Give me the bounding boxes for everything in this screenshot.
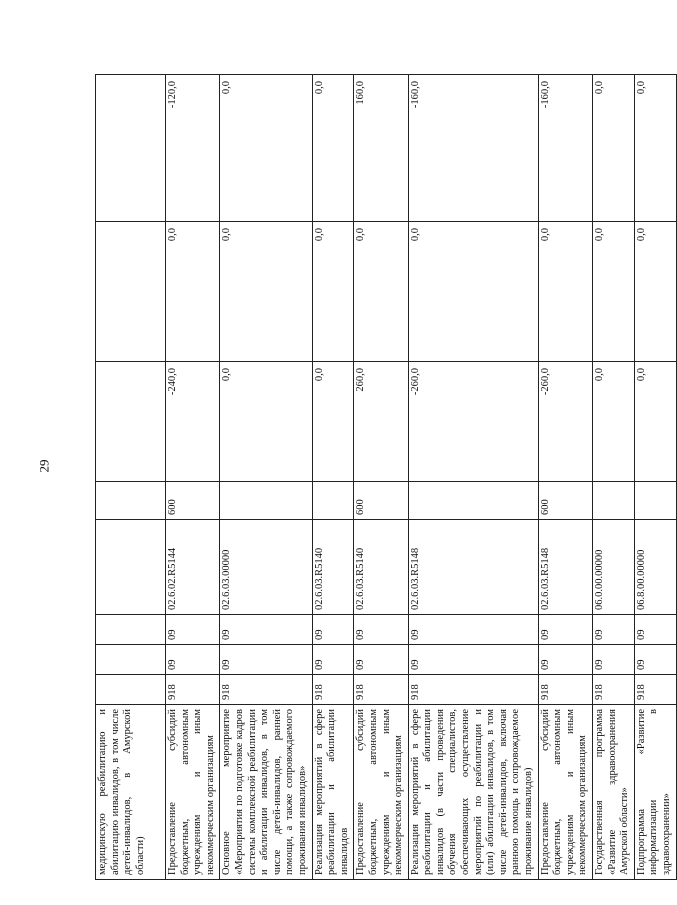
cell-value-3: -120,0 xyxy=(166,75,220,222)
cell-subsection: 09 xyxy=(166,615,220,645)
cell-section: 09 xyxy=(312,645,354,675)
cell-target-article: 02.6.03.R5140 xyxy=(312,520,354,615)
cell-value-2 xyxy=(96,222,166,362)
cell-value-3: 0,0 xyxy=(312,75,354,222)
cell-subsection: 09 xyxy=(408,615,538,645)
cell-org: 918 xyxy=(408,675,538,705)
table-row xyxy=(312,75,354,880)
cell-section: 09 xyxy=(354,645,408,675)
cell-value-1: 0,0 xyxy=(593,362,635,482)
cell-expense-type: 600 xyxy=(354,482,408,520)
cell-section: 09 xyxy=(408,645,538,675)
cell-expense-type xyxy=(634,482,676,520)
table-row xyxy=(166,75,220,880)
cell-description: Подпрограмма «Развитие информатизации в здравоохранении» xyxy=(634,705,676,880)
cell-value-1: -260,0 xyxy=(538,362,592,482)
cell-org: 918 xyxy=(593,675,635,705)
table-row xyxy=(634,75,676,880)
cell-target-article: 02.6.03.00000 xyxy=(220,520,312,615)
cell-description: Предоставление субсидий бюджетным, автономным учреждениям и иным некоммерческим организациям xyxy=(538,705,592,880)
cell-subsection: 09 xyxy=(634,615,676,645)
cell-org: 918 xyxy=(354,675,408,705)
cell-expense-type: 600 xyxy=(166,482,220,520)
cell-value-1 xyxy=(96,362,166,482)
cell-target-article xyxy=(96,520,166,615)
cell-org: 918 xyxy=(220,675,312,705)
cell-expense-type xyxy=(312,482,354,520)
cell-value-1: 260,0 xyxy=(354,362,408,482)
table-row xyxy=(538,75,592,880)
cell-subsection: 09 xyxy=(220,615,312,645)
cell-value-2: 0,0 xyxy=(538,222,592,362)
cell-org: 918 xyxy=(312,675,354,705)
cell-section: 09 xyxy=(220,645,312,675)
cell-value-3: -160,0 xyxy=(538,75,592,222)
page-number: 29 xyxy=(36,459,52,473)
cell-expense-type xyxy=(96,482,166,520)
cell-value-2: 0,0 xyxy=(312,222,354,362)
table-row xyxy=(96,75,166,880)
cell-target-article: 02.6.02.R5144 xyxy=(166,520,220,615)
cell-value-2: 0,0 xyxy=(354,222,408,362)
cell-expense-type xyxy=(593,482,635,520)
cell-subsection: 09 xyxy=(354,615,408,645)
cell-description: Реализация мероприятий в сфере реабилитации и абилитации инвалидов xyxy=(312,705,354,880)
cell-section: 09 xyxy=(593,645,635,675)
budget-table xyxy=(95,74,677,880)
cell-section: 09 xyxy=(166,645,220,675)
cell-value-1: 0,0 xyxy=(312,362,354,482)
cell-value-1: -260,0 xyxy=(408,362,538,482)
cell-subsection: 09 xyxy=(312,615,354,645)
cell-description: Предоставление субсидий бюджетным, автономным учреждениям и иным некоммерческим организациям xyxy=(354,705,408,880)
cell-description: Реализация мероприятий в сфере реабилитации и абилитации инвалидов (в части проведения обучения специалистов, обеспечивающих осуществление мероприятий по реабилитации и (или) абилитации инвалидов, в том числе детей-инвалидов, включая раннюю помощь и сопровождаемое проживание инвалидов) xyxy=(408,705,538,880)
cell-value-1: 0,0 xyxy=(220,362,312,482)
cell-value-3: 0,0 xyxy=(220,75,312,222)
cell-description: Основное мероприятие «Мероприятия по подготовке кадров системы комплексной реабилитации и абилитации инвалидов, в том числе детей-инвалидов, ранней помощи, а также сопровождаемого проживания инвалидов» xyxy=(220,705,312,880)
cell-value-3: 0,0 xyxy=(634,75,676,222)
cell-expense-type xyxy=(220,482,312,520)
cell-subsection: 09 xyxy=(593,615,635,645)
cell-subsection xyxy=(96,615,166,645)
cell-org: 918 xyxy=(634,675,676,705)
rotated-table-container xyxy=(95,75,672,880)
table-row xyxy=(220,75,312,880)
cell-expense-type xyxy=(408,482,538,520)
cell-value-2: 0,0 xyxy=(408,222,538,362)
cell-value-3: -160,0 xyxy=(408,75,538,222)
table-row xyxy=(408,75,538,880)
cell-target-article: 06.8.00.00000 xyxy=(634,520,676,615)
table-row xyxy=(354,75,408,880)
cell-org: 918 xyxy=(538,675,592,705)
cell-value-2: 0,0 xyxy=(593,222,635,362)
cell-target-article: 02.6.03.R5148 xyxy=(538,520,592,615)
cell-section: 09 xyxy=(634,645,676,675)
cell-section xyxy=(96,645,166,675)
cell-description: медицинскую реабилитацию и абилитацию инвалидов, в том числе детей-инвалидов, в Амурской области) xyxy=(96,705,166,880)
cell-section: 09 xyxy=(538,645,592,675)
cell-value-1: 0,0 xyxy=(634,362,676,482)
cell-value-3: 160,0 xyxy=(354,75,408,222)
cell-org xyxy=(96,675,166,705)
cell-value-3: 0,0 xyxy=(593,75,635,222)
cell-value-3 xyxy=(96,75,166,222)
cell-description: Предоставление субсидий бюджетным, автономным учреждениям и иным некоммерческим организациям xyxy=(166,705,220,880)
table-row xyxy=(593,75,635,880)
cell-value-1: -240,0 xyxy=(166,362,220,482)
cell-description: Государственная программа «Развитие здравоохранения Амурской области» xyxy=(593,705,635,880)
cell-org: 918 xyxy=(166,675,220,705)
cell-value-2: 0,0 xyxy=(220,222,312,362)
cell-value-2: 0,0 xyxy=(166,222,220,362)
cell-subsection: 09 xyxy=(538,615,592,645)
cell-target-article: 02.6.03.R5148 xyxy=(408,520,538,615)
cell-target-article: 06.0.00.00000 xyxy=(593,520,635,615)
cell-expense-type: 600 xyxy=(538,482,592,520)
cell-value-2: 0,0 xyxy=(634,222,676,362)
cell-target-article: 02.6.03.R5140 xyxy=(354,520,408,615)
